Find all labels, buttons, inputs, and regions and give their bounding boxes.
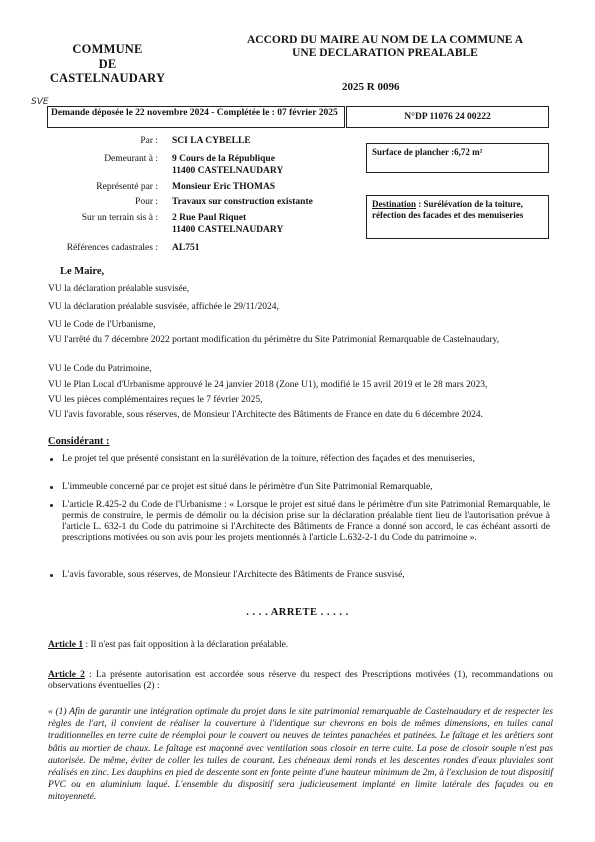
vu-item: VU la déclaration préalable susvisée, affichée le 29/11/2024,	[48, 302, 279, 312]
vu-item: VU l'avis favorable, sous réserves, de Monsieur l'Architecte des Bâtiments de France en date du 6 décembre 2024.	[48, 410, 484, 420]
destination-label: Destination	[372, 199, 417, 209]
demeurant-line2: 11400 CASTELNAUDARY	[172, 166, 284, 176]
vu-item: VU le Code du Patrimoine,	[48, 364, 152, 374]
cadastre-label: Références cadastrales :	[66, 243, 158, 253]
title-line-1: ACCORD DU MAIRE AU NOM DE LA COMMUNE A	[247, 34, 523, 46]
demeurant-line1: 9 Cours de la République	[172, 154, 275, 164]
commune-line: CASTELNAUDARY	[49, 71, 166, 85]
ndp-box: N°DP 11076 24 00222	[346, 106, 549, 128]
vu-item: VU le Code de l'Urbanisme,	[48, 320, 156, 330]
destination-text: : Surélévation de la toiture, réfection des facades et des menuiseries	[372, 199, 524, 220]
vu-item: VU la déclaration préalable susvisée,	[48, 284, 190, 294]
le-maire-heading: Le Maire,	[60, 266, 105, 277]
arrete-reference: 2025 R 0096	[342, 81, 400, 93]
vu-item: VU le Plan Local d'Urbanisme approuvé le 24 janvier 2018 (Zone U1), modifié le 15 avril 2019 et le 28 mars 2023,	[48, 380, 488, 390]
article-1	[48, 640, 553, 651]
demande-box: Demande déposée le 22 novembre 2024 - Complétée le : 07 février 2025	[47, 106, 345, 128]
destination-box	[366, 195, 549, 239]
article-1-label: Article 1	[48, 640, 84, 650]
commune-header	[40, 42, 175, 86]
title-line-2: UNE DECLARATION PREALABLE	[292, 46, 478, 59]
document-title	[205, 34, 565, 59]
article-1-text: : Il n'est pas fait opposition à la déclaration préalable.	[83, 640, 289, 650]
pour-label: Pour :	[135, 197, 158, 207]
terrain-label: Sur un terrain sis à :	[81, 213, 158, 223]
par-value: SCI LA CYBELLE	[172, 136, 251, 146]
considerant-item: L'article R.425-2 du Code de l'Urbanisme : « Lorsque le projet est situé dans le périmètre d'un site Patrimonial Remarquable, le permis de construire, le permis de démolir ou la décision prise sur la déclaration préalable tient lieu de l'autorisation prévue à l'article L. 632-1 du Code du patrimoine si l'Architecte des Bâtiments de France a donné son accord, le cas échéant assorti de prescriptions motivées ou son avis pour les projets mentionnés à l'article L.632-2-1 du Code du patrimoine ».	[62, 500, 550, 543]
considerant-heading: Considérant :	[48, 436, 110, 447]
represente-label: Représenté par :	[96, 182, 158, 192]
considerant-item: L'immeuble concerné par ce projet est situé dans le périmètre d'un Site Patrimonial Remarquable,	[62, 482, 550, 493]
prescriptions-paragraph: « (1) Afin de garantir une intégration optimale du projet dans le site patrimonial remarquable de Castelnaudary et de respecter les règles de l'art, il convient de réaliser la couverture à l'identique sur chevrons en bois de mêmes dimensions, en tuiles canal traditionnelles en terre cuite de réemploi pour le couvert ou neuves de teintes panachées et patinées. Le faîtage et les arêtiers sont bâtis au mortier de chaux. Le faîtage est maçonné avec ventilation sous closoir en terre cuite. La pose de closoir souple n'est pas autorisée. De même, éviter de coller les tuiles de courant. Les chéneaux demi ronds et les descentes rondes d'eaux pluviales sont réalisés en zinc. Les dauphins en pied de descente sont en fonte peinte d'une hauteur minimum de 2m, à l'exclusion de tout dispositif PVC ou en aluminium laqué. L'ensemble du dispositif sera judicieusement implanté en limite latérale des façades ou en mitoyenneté.	[48, 707, 553, 803]
considerant-item: Le projet tel que présenté consistant en la surélévation de la toiture, réfection des façades et des menuiseries,	[62, 454, 550, 465]
vu-item: VU l'arrêté du 7 décembre 2022 portant modification du périmètre du Site Patrimonial Remarquable de Castelnaudary,	[48, 335, 500, 345]
represente-value: Monsieur Eric THOMAS	[172, 182, 276, 192]
surface-box: Surface de plancher :6,72 m²	[366, 143, 549, 173]
article-2-label: Article 2	[48, 670, 85, 680]
article-2	[48, 670, 553, 692]
arrete-heading: . . . . ARRETE . . . . .	[246, 607, 349, 618]
considerant-item: L'avis favorable, sous réserves, de Monsieur l'Architecte des Bâtiments de France susvisé,	[62, 570, 550, 581]
terrain-line1: 2 Rue Paul Riquet	[172, 213, 247, 223]
commune-line: DE	[98, 56, 117, 71]
cadastre-value: AL751	[172, 243, 200, 253]
terrain-line2: 11400 CASTELNAUDARY	[172, 225, 284, 235]
vu-item: VU les pièces complémentaires reçues le 7 février 2025,	[48, 395, 263, 405]
handwritten-note: SVE	[31, 97, 49, 107]
commune-line: COMMUNE	[72, 42, 143, 56]
demeurant-label: Demeurant à :	[104, 154, 158, 164]
article-2-text: : La présente autorisation est accordée sous réserve du respect des Prescriptions motivées (1), recommandations ou observations éventuelles (2) :	[48, 670, 554, 691]
pour-value: Travaux sur construction existante	[172, 197, 313, 207]
par-label: Par :	[140, 136, 158, 146]
